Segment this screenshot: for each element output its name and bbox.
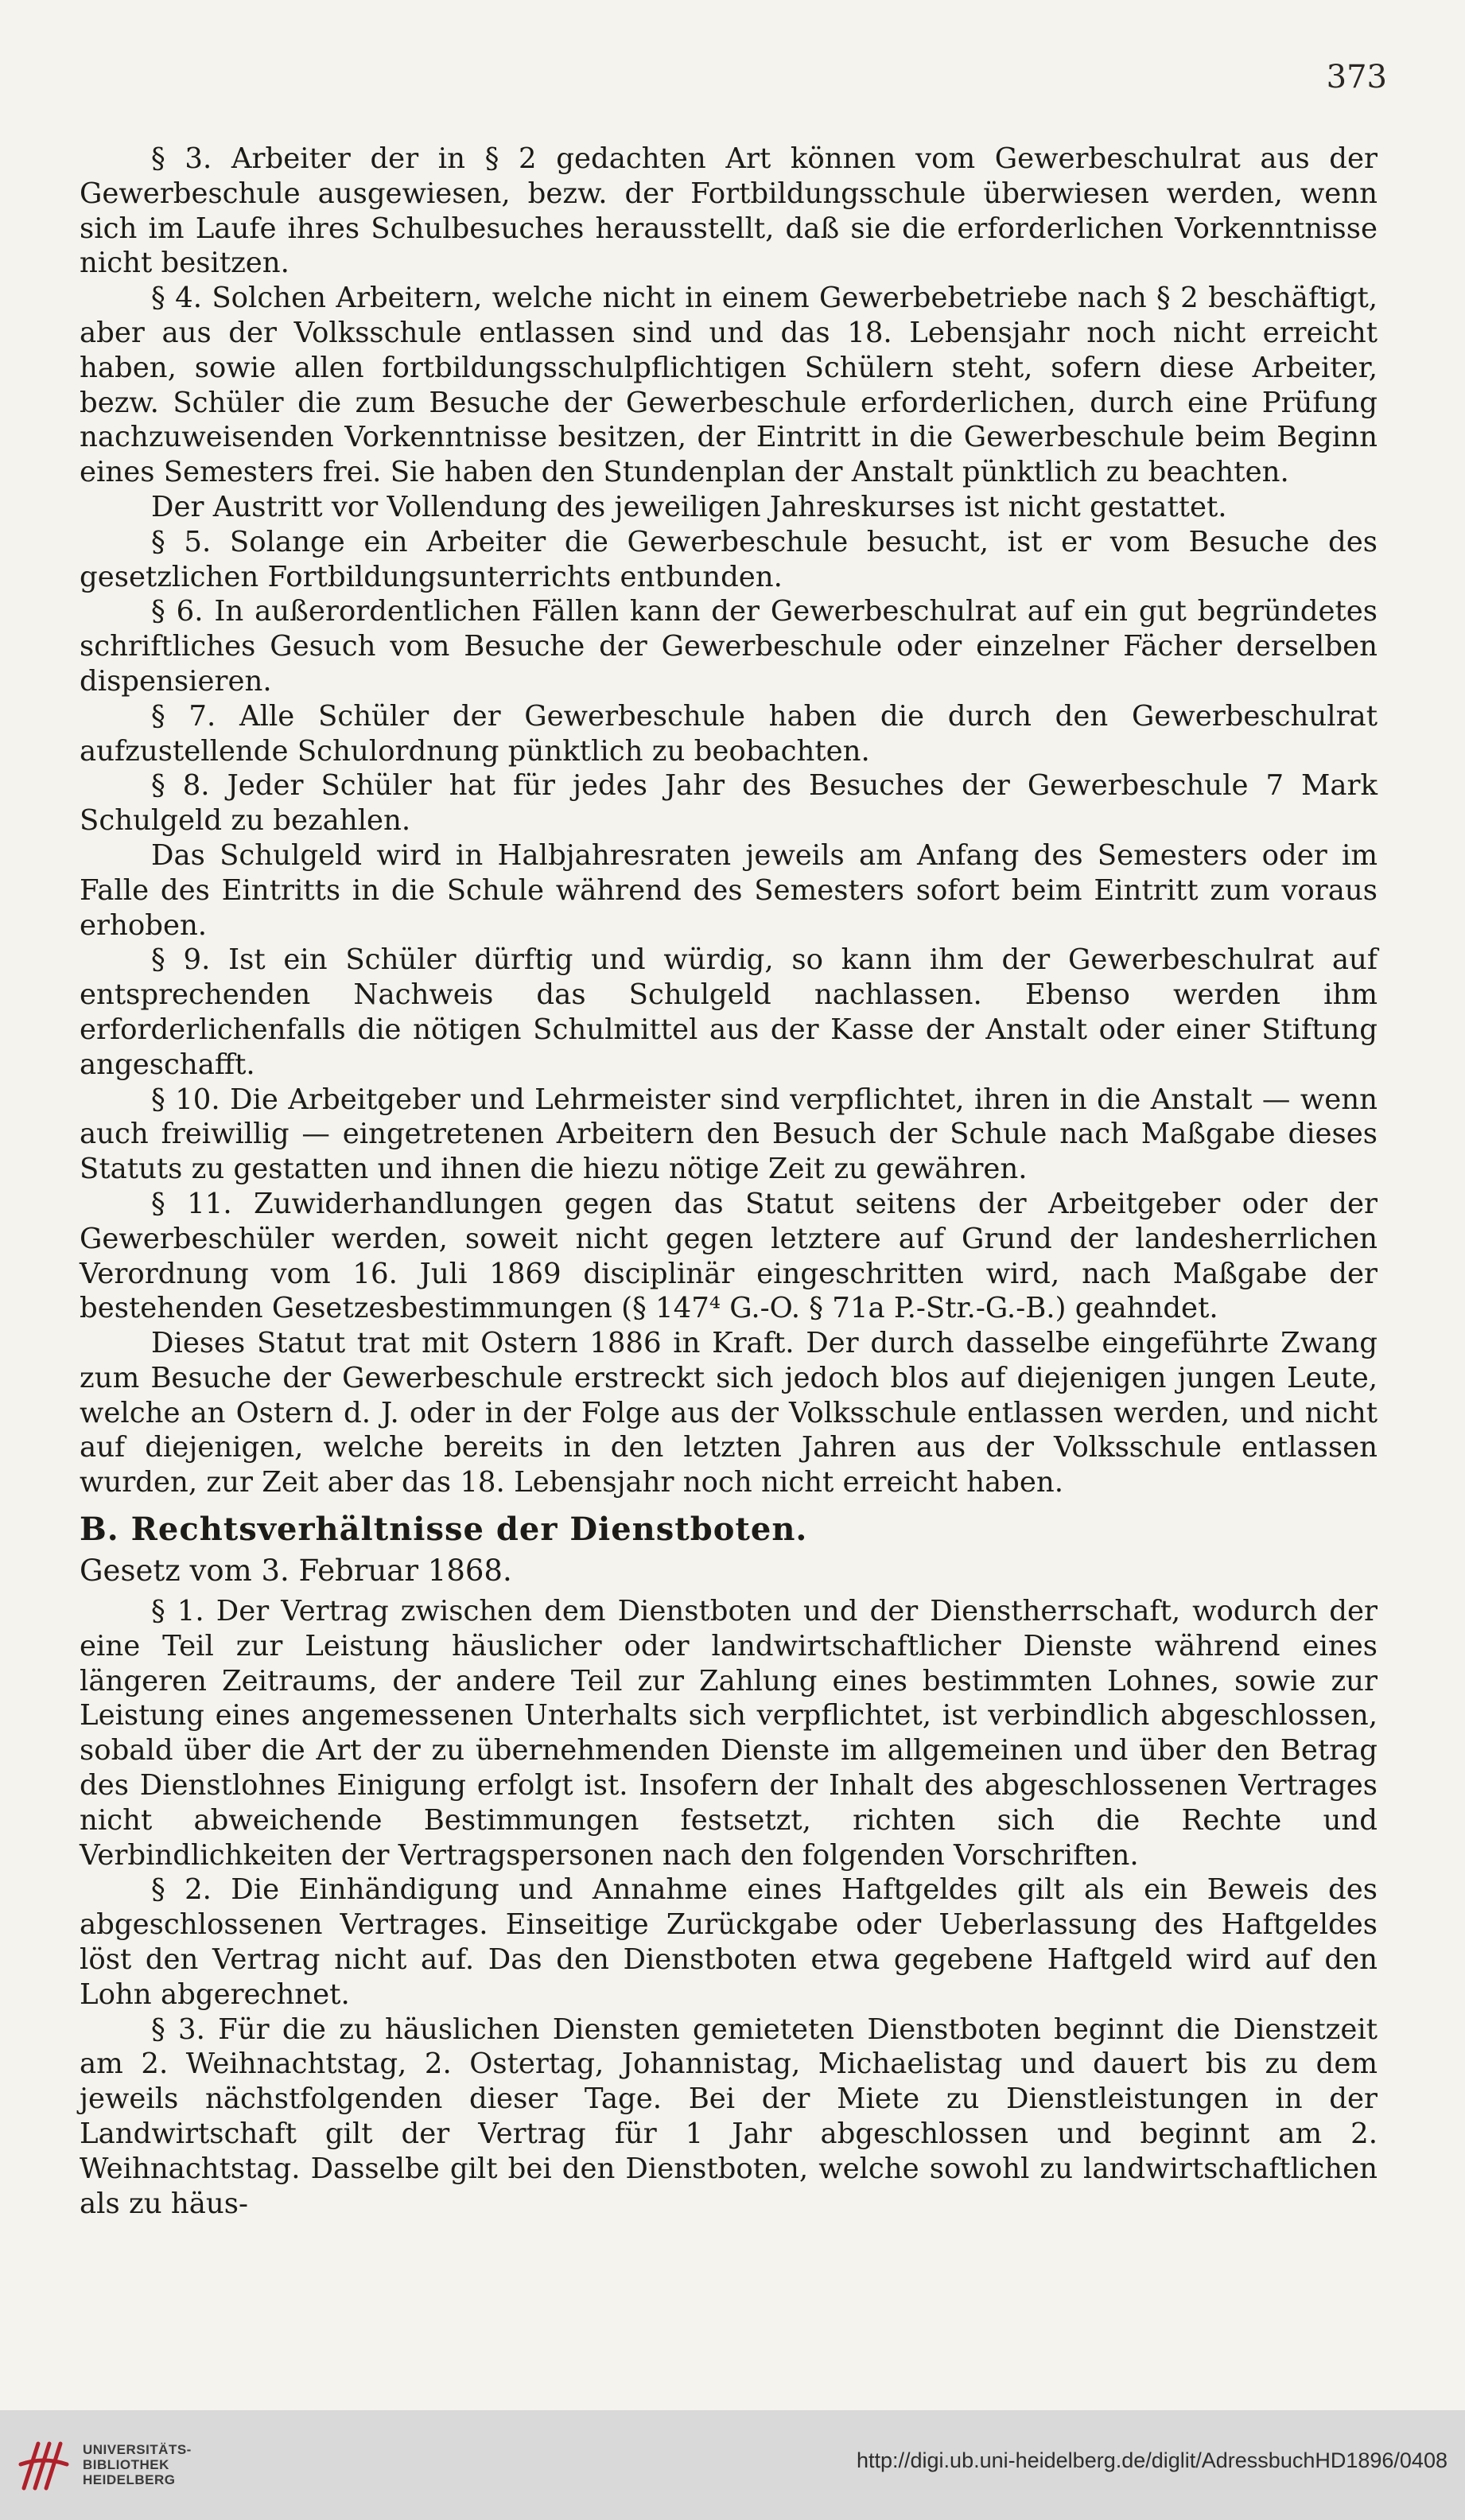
page-number: 373: [1326, 59, 1387, 95]
document-body: [80, 142, 1378, 2221]
library-line-2: BIBLIOTHEK: [83, 2457, 169, 2472]
paragraph-para-5: § 5. Solange ein Arbeiter die Gewerbeschule besucht, ist er vom Besuche des gesetzlichen Fortbildungsunterrichts entbunden.: [80, 525, 1378, 593]
paragraph-para-10: § 10. Die Arbeitgeber und Lehrmeister sind verpflichtet, ihren in die Anstalt — wenn auch freiwillig — eingetretenen Arbeitern den Besuch der Schule nach Maßgabe dieses Statuts zu gestatten und ihnen die hiezu nötige Zeit zu gewähren.: [80, 1083, 1378, 1186]
library-logo-icon: [16, 2432, 72, 2496]
paragraph-para-9: § 9. Ist ein Schüler dürftig und würdig, so kann ihm der Gewerbeschulrat auf entsprechenden Nachweis das Schulgeld nachlassen. Ebenso werden ihm erforderlichenfalls die nötigen Schulmittel aus der Kasse der Anstalt oder einer Stiftung angeschafft.: [80, 943, 1378, 1081]
paragraph-para-8: § 8. Jeder Schüler hat für jedes Jahr des Besuches der Gewerbeschule 7 Mark Schulgeld zu bezahlen.: [80, 769, 1378, 838]
paragraph-para-11: § 11. Zuwiderhandlungen gegen das Statut seitens der Arbeitgeber oder der Gewerbeschüler werden, soweit nicht gegen letztere auf Grund der landesherrlichen Verordnung vom 16. Juli 1869 disciplinär eingeschritten wird, nach Maßgabe der bestehenden Gesetzesbestimmungen (§ 147⁴ G.-O. § 71a P.-Str.-G.-B.) geahndet.: [80, 1187, 1378, 1325]
paragraph-austritt: Der Austritt vor Vollendung des jeweiligen Jahreskurses ist nicht gestattet.: [151, 490, 1227, 523]
library-line-3: HEIDELBERG: [83, 2472, 176, 2487]
section-heading: B. Rechtsverhältnisse der Dienstboten.: [80, 1511, 808, 1549]
source-url-link[interactable]: http://digi.ub.uni-heidelberg.de/diglit/AdressbuchHD1896/0408: [856, 2448, 1448, 2472]
paragraph-para-4: § 4. Solchen Arbeitern, welche nicht in einem Gewerbebetriebe nach § 2 beschäftigt, aber aus der Volksschule entlassen sind und das 18. Lebensjahr noch nicht erreicht haben, sowie allen fortbildungsschulpflichtigen Schülern steht, sofern diese Arbeiter, bezw. Schüler die zum Besuche der Gewerbeschule erforderlichen, durch eine Prüfung nachzuweisenden Vorkenntnisse besitzen, der Eintritt in die Gewerbeschule beim Beginn eines Semesters frei. Sie haben den Stundenplan der Anstalt pünktlich zu beachten.: [80, 282, 1378, 489]
paragraph-para-3: § 3. Arbeiter der in § 2 gedachten Art können vom Gewerbeschulrat aus der Gewerbeschule ausgewiesen, bezw. der Fortbildungsschule überwiesen werden, wenn sich im Laufe ihres Schulbesuches herausstellt, daß sie die erforderlichen Vorkenntnisse nicht besitzen.: [80, 142, 1378, 280]
section-subheading: Gesetz vom 3. Februar 1868.: [80, 1554, 512, 1589]
paragraph-para-7: § 7. Alle Schüler der Gewerbeschule haben die durch den Gewerbeschulrat aufzustellende Schulordnung pünktlich zu beobachten.: [80, 699, 1378, 768]
footer-bar: [0, 2410, 1465, 2520]
paragraph-b-para-3: § 3. Für die zu häuslichen Diensten gemieteten Dienstboten beginnt die Dienstzeit am 2. Weihnachtstag, 2. Ostertag, Johannistag, Michaelistag und dauert bis zu dem jeweils nächstfolgenden dieser Tage. Bei der Miete zu Dienstleistungen in der Landwirtschaft gilt der Vertrag für 1 Jahr abgeschlossen und beginnt am 2. Weihnachtstag. Dasselbe gilt bei den Dienstboten, welche sowohl zu landwirtschaftlichen als zu häus-: [80, 2012, 1378, 2220]
paragraph-b-para-1: § 1. Der Vertrag zwischen dem Dienstboten und der Dienstherrschaft, wodurch der eine Teil zur Leistung häuslicher oder landwirtschaftlicher Dienste während eines längeren Zeitraums, der andere Teil zur Zahlung eines bestimmten Lohnes, sowie zur Leistung eines angemessenen Unterhalts sich verpflichtet, ist verbindlich abgeschlossen, sobald über die Art der zu übernehmenden Dienste im allgemeinen und über den Betrag des Dienstlohnes Einigung erfolgt ist. Insofern der Inhalt des abgeschlossenen Vertrages nicht abweichende Bestimmungen festsetzt, richten sich die Rechte und Verbindlichkeiten der Vertragspersonen nach den folgenden Vorschriften.: [80, 1595, 1378, 1872]
paragraph-schulgeld: Das Schulgeld wird in Halbjahresraten jeweils am Anfang des Semesters oder im Falle des Eintritts in die Schule während des Semesters sofort beim Eintritt zum voraus erhoben.: [80, 838, 1378, 942]
library-name: [83, 2442, 192, 2487]
library-line-1: UNIVERSITÄTS-: [83, 2442, 192, 2457]
paragraph-para-6: § 6. In außerordentlichen Fällen kann der Gewerbeschulrat auf ein gut begründetes schriftliches Gesuch vom Besuche der Gewerbeschule oder einzelner Fächer derselben dispensieren.: [80, 595, 1378, 698]
paragraph-statut: Dieses Statut trat mit Ostern 1886 in Kraft. Der durch dasselbe eingeführte Zwang zum Besuche der Gewerbeschule erstreckt sich jedoch blos auf diejenigen jungen Leute, welche an Ostern d. J. oder in der Folge aus der Volksschule entlassen werden, und nicht auf diejenigen, welche bereits in den letzten Jahren aus der Volksschule entlassen wurden, zur Zeit aber das 18. Lebensjahr noch nicht erreicht haben.: [80, 1327, 1378, 1499]
paragraph-b-para-2: § 2. Die Einhändigung und Annahme eines Haftgeldes gilt als ein Beweis des abgeschlossenen Vertrages. Einseitige Zurückgabe oder Ueberlassung des Haftgeldes löst den Vertrag nicht auf. Das den Dienstboten etwa gegebene Haftgeld wird auf den Lohn abgerechnet.: [80, 1873, 1378, 2011]
